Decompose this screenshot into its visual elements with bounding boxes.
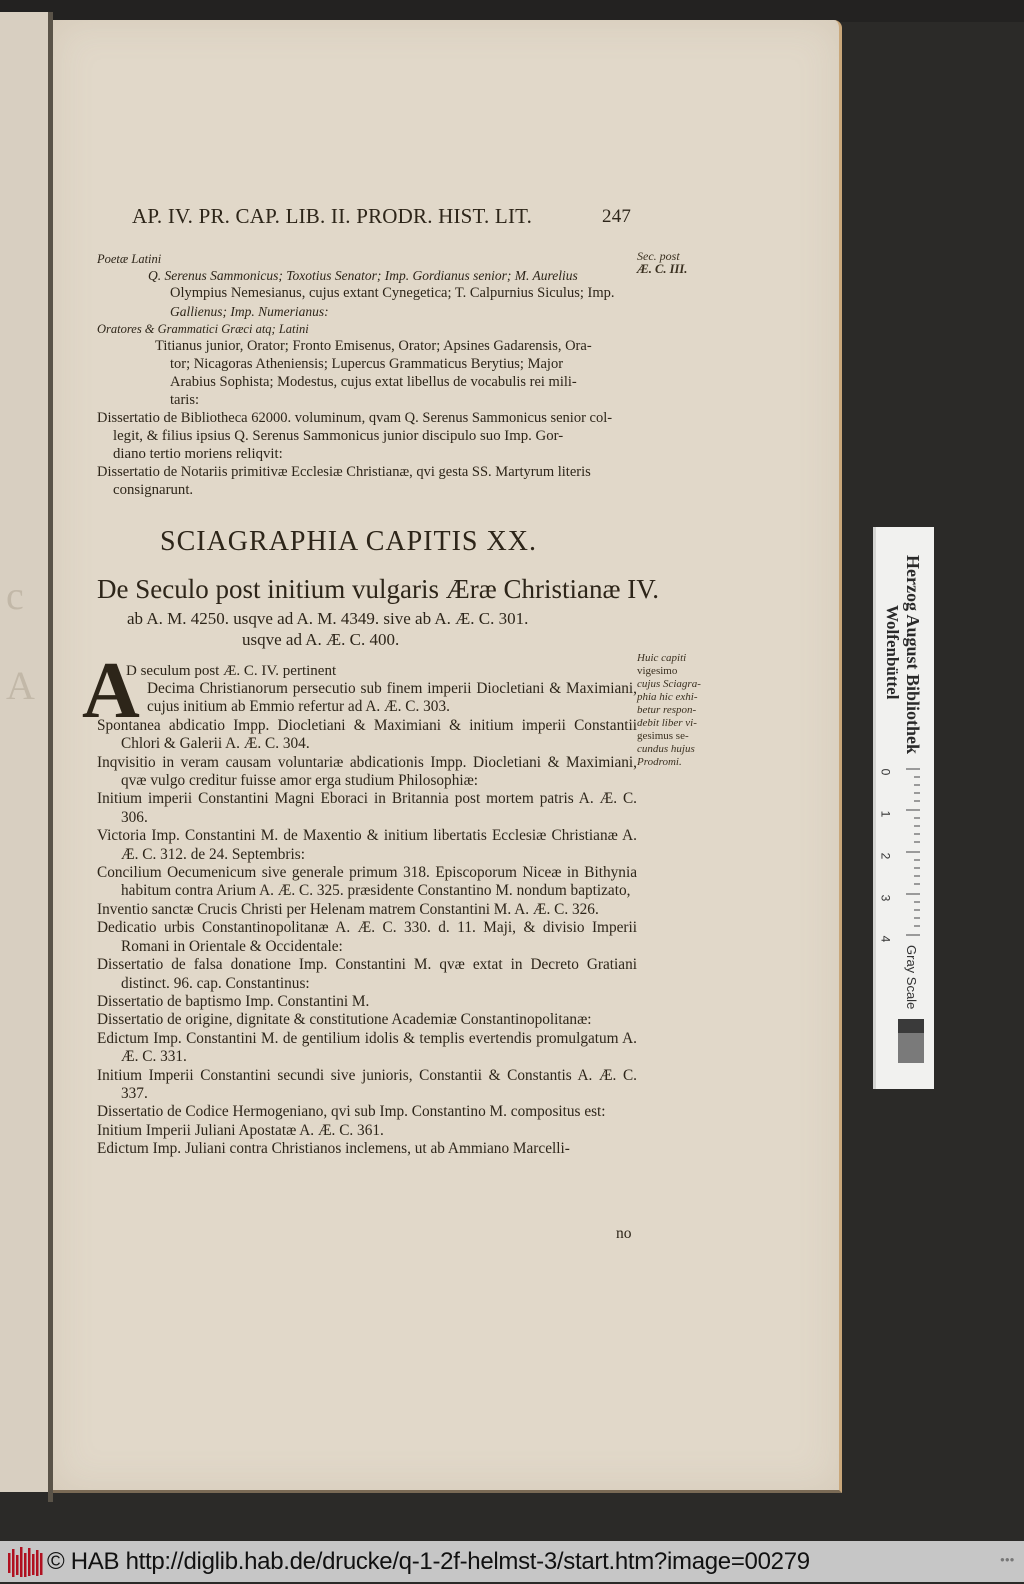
- entry-item: Dissertatio de origine, dignitate & constitutione Academiæ Constantinopolitanæ:: [97, 1011, 592, 1029]
- scale-number: 1: [878, 810, 893, 818]
- dissertatio-bibliotheca-line: diano tertio moriens reliqvit:: [113, 446, 283, 462]
- ellipsis-icon[interactable]: ●●●: [1000, 1555, 1015, 1564]
- facing-page-edge: [0, 12, 50, 1492]
- bleed-through-mark: c: [6, 573, 24, 618]
- margin-note-line: Sec. post: [637, 249, 680, 263]
- margin-note-line: cundus hujus: [637, 743, 695, 755]
- entry-item: Dissertatio de falsa donatione Imp. Constantini M. qvæ extat in Decreto Gratiani distinct. 96. cap. Constantinus:: [97, 956, 637, 992]
- margin-note-line: Prodromi.: [637, 756, 682, 768]
- margin-note-line: cujus Sciagra-: [637, 678, 701, 690]
- entry-item: Spontanea abdicatio Impp. Diocletiani & Maximiani & initium imperii Constantii Chlori & Galerii A. Æ. C. 304.: [97, 716, 637, 753]
- oratores-line: Titianus junior, Orator; Fronto Emisenus, Orator; Apsines Gadarensis, Ora-: [155, 338, 592, 354]
- dissertatio-bibliotheca-line: Dissertatio de Bibliotheca 62000. voluminum, qvam Q. Serenus Sammonicus senior col-: [97, 410, 613, 426]
- category-poetae-latini: Poetæ Latini: [97, 252, 162, 266]
- entry-item: Concilium Oecumenicum sive generale primum 318. Episcoporum Niceæ in Bithynia habitum contra Arium A. Æ. C. 325. præsidente Constantino M. nondum baptizato,: [97, 864, 637, 900]
- margin-note-line: debit liber vi-: [637, 717, 697, 729]
- margin-note-line: phia hic exhi-: [637, 691, 698, 703]
- margin-note-century: [637, 250, 707, 276]
- scale-number: 2: [878, 852, 893, 860]
- ruler-tick-marks-icon: [906, 767, 920, 937]
- hab-logo-icon[interactable]: [4, 1545, 48, 1579]
- entry-item: Victoria Imp. Constantini M. de Maxentio & initium libertatis Ecclesiæ Christianæ A. Æ. C. 312. de 24. Septembris:: [97, 827, 637, 863]
- chapter-intro: D seculum post Æ. C. IV. pertinent: [126, 663, 337, 679]
- dissertatio-notariis-line: consignarunt.: [113, 482, 194, 498]
- entry-item: Edictum Imp. Juliani contra Christianos inclemens, ut ab Ammiano Marcelli-: [97, 1140, 570, 1158]
- margin-note-line: gesimus se-: [637, 730, 689, 742]
- poetae-line: Gallienus; Imp. Numerianus:: [170, 304, 329, 319]
- ruler-ticks: [906, 767, 920, 937]
- scan-background-top: [0, 0, 1024, 22]
- chapter-range-line: usqve ad A. Æ. C. 400.: [242, 630, 400, 649]
- entry-item: Inqvisitio in veram causam voluntariæ abdicationis Impp. Diocletiani & Maximiani, qvæ vulgo creditur fuisse amor erga studium Philosophiæ:: [97, 753, 637, 790]
- oratores-line: tor; Nicagoras Atheniensis; Lupercus Grammaticus Berytius; Major: [170, 356, 564, 372]
- entry-item: Initium Imperii Juliani Apostatæ A. Æ. C. 361.: [97, 1121, 384, 1139]
- chapter-entry-list: [97, 680, 637, 1159]
- margin-note-chapter: [637, 652, 707, 769]
- scale-ruler: [873, 527, 934, 1089]
- drop-cap: A: [82, 647, 140, 735]
- entry-item: Initium Imperii Constantini secundi sive junioris, Constantii & Constantis A. Æ. C. 337.: [97, 1066, 637, 1102]
- gray-scale-swatch: [898, 1019, 924, 1063]
- poetae-line: Olympius Nemesianus, cujus extant Cynegetica; T. Calpurnius Siculus; Imp.: [170, 285, 615, 301]
- catchword: no: [616, 1225, 632, 1242]
- chapter-subtitle: De Seculo post initium vulgaris Æræ Christianæ IV.: [97, 574, 659, 604]
- gray-scale-label: Gray Scale: [904, 945, 919, 1010]
- entry-item: Dissertatio de baptismo Imp. Constantini M.: [97, 992, 370, 1010]
- entry-item: Dedicatio urbis Constantinopolitanæ A. Æ. C. 330. d. 11. Maji, & divisio Imperii Romani in Orientale & Occidentale:: [97, 919, 637, 955]
- library-city: Wolfenbüttel: [883, 605, 902, 700]
- oratores-line: taris:: [170, 392, 199, 408]
- margin-note-line: Æ. C. III.: [637, 262, 688, 276]
- running-header: [132, 204, 632, 229]
- entry-item: Edictum Imp. Constantini M. de gentilium idolis & templis evertendis promulgatum A. Æ. C. 331.: [97, 1029, 637, 1066]
- poetae-line: Q. Serenus Sammonicus; Toxotius Senator; Imp. Gordianus senior; M. Aurelius: [148, 268, 578, 283]
- bleed-through-mark: A: [6, 663, 35, 708]
- copyright-url-link[interactable]: © HAB http://diglib.hab.de/drucke/q-1-2f-helmst-3/start.htm?image=00279: [47, 1548, 810, 1575]
- scale-number: 4: [878, 935, 893, 943]
- scale-number: 0: [878, 768, 893, 776]
- running-title: AP. IV. PR. CAP. LIB. II. PRODR. HIST. LIT.: [132, 204, 533, 228]
- chapter-title: SCIAGRAPHIA CAPITIS XX.: [160, 526, 537, 557]
- page-number: 247: [602, 206, 632, 227]
- margin-note-line: Huic capiti: [637, 652, 687, 664]
- dissertatio-bibliotheca-line: legit, & filius ipsius Q. Serenus Sammonicus junior discipulo suo Imp. Gor-: [113, 428, 564, 444]
- category-oratores: Oratores & Grammatici Græci atq; Latini: [97, 322, 309, 336]
- oratores-line: Arabius Sophista; Modestus, cujus extat libellus de vocabulis rei mili-: [170, 374, 577, 390]
- scale-number: 3: [878, 894, 893, 902]
- margin-note-line: vigesimo: [637, 665, 678, 677]
- dissertatio-notariis-line: Dissertatio de Notariis primitivæ Ecclesiæ Christianæ, qvi gesta SS. Martyrum literis: [97, 464, 591, 480]
- chapter-range-line: ab A. M. 4250. usqve ad A. M. 4349. sive ab A. Æ. C. 301.: [127, 609, 529, 628]
- margin-note-line: betur respon-: [637, 704, 697, 716]
- library-name: Herzog August Bibliothek: [903, 555, 923, 755]
- entry-item: Decima Christianorum persecutio sub finem imperii Diocletiani & Maximiani, cujus initium ab Emmio refertur ad A. Æ. C. 303.: [147, 680, 637, 716]
- entry-item: Initium imperii Constantini Magni Eboraci in Britannia post mortem patris A. Æ. C. 306.: [97, 790, 637, 826]
- entry-item: Dissertatio de Codice Hermogeniano, qvi sub Imp. Constantino M. compositus est:: [97, 1103, 606, 1121]
- footer-bar: [0, 1541, 1024, 1582]
- entry-item: Inventio sanctæ Crucis Christi per Helenam matrem Constantini M. A. Æ. C. 326.: [97, 900, 599, 918]
